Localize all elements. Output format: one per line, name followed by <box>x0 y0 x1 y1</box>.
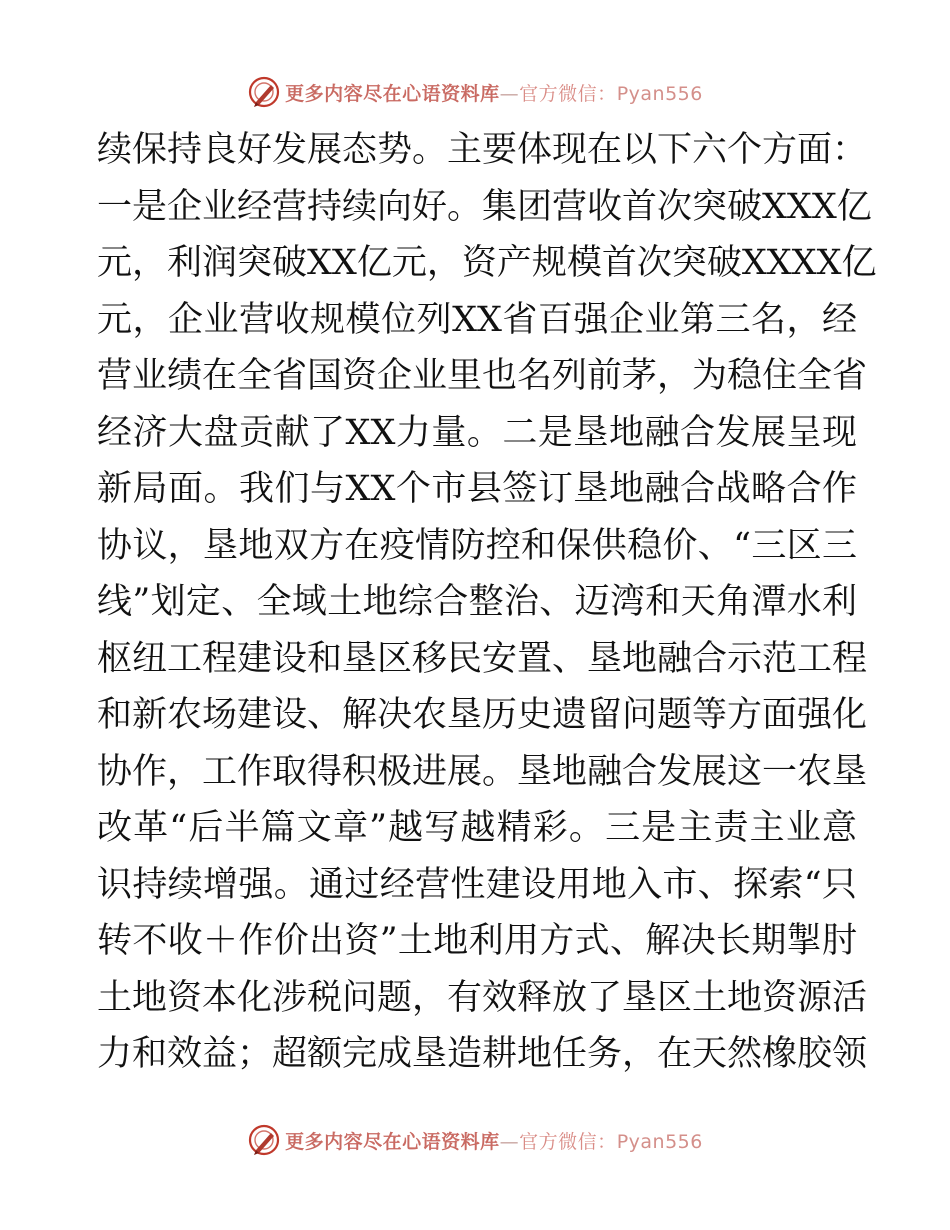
watermark-brand: 更多内容尽在心语资料库 <box>285 1130 500 1153</box>
watermark-text <box>285 79 703 106</box>
document-body <box>97 122 877 1083</box>
text-line: 元，企业营收规模位列XX省百强企业第三名，经 <box>97 299 857 340</box>
text-line: 转不收＋作价出资”土地利用方式、解决长期掣肘 <box>97 921 857 961</box>
text-line: 线”划定、全域土地综合整治、迈湾和天角潭水利 <box>97 582 857 622</box>
text-line: 和新农场建设、解决农垦历史遗留问题等方面强化 <box>97 695 868 735</box>
watermark-brand: 更多内容尽在心语资料库 <box>285 82 500 105</box>
text-line: 改革“后半篇文章”越写越精彩。三是主责主业意 <box>97 808 857 848</box>
watermark-separator: — <box>499 1130 520 1153</box>
watermark-account: Pyan556 <box>616 82 703 105</box>
text-line: 枢纽工程建设和垦区移民安置、垦地融合示范工程 <box>97 638 868 679</box>
watermark-text <box>285 1127 703 1154</box>
pen-logo-icon <box>247 1123 281 1157</box>
watermark-label: 官方微信： <box>519 82 617 105</box>
watermark-separator: — <box>499 82 520 105</box>
text-line: 营业绩在全省国资企业里也名列前茅，为稳住全省 <box>97 356 868 396</box>
text-line: 土地资本化涉税问题，有效释放了垦区土地资源活 <box>97 977 868 1018</box>
text-line: 力和效益；超额完成垦造耕地任务，在天然橡胶领 <box>97 1034 868 1074</box>
text-line: 协作，工作取得积极进展。垦地融合发展这一农垦 <box>97 751 868 792</box>
watermark-label: 官方微信： <box>519 1130 617 1153</box>
text-line: 一是企业经营持续向好。集团营收首次突破XXX亿 <box>97 186 872 227</box>
text-line: 新局面。我们与XX个市县签订垦地融合战略合作 <box>97 469 857 509</box>
header-watermark <box>0 72 950 112</box>
text-line: 续保持良好发展态势。主要体现在以下六个方面： <box>97 130 868 170</box>
footer-watermark <box>0 1120 950 1160</box>
text-line: 元，利润突破XX亿元，资产规模首次突破XXXX亿 <box>97 243 877 283</box>
pen-logo-icon <box>247 75 281 109</box>
text-line: 协议，垦地双方在疫情防控和保供稳价、“三区三 <box>97 525 857 566</box>
watermark-account: Pyan556 <box>616 1130 703 1153</box>
text-line: 识持续增强。通过经营性建设用地入市、探索“只 <box>97 864 857 905</box>
text-line: 经济大盘贡献了XX力量。二是垦地融合发展呈现 <box>97 412 857 453</box>
